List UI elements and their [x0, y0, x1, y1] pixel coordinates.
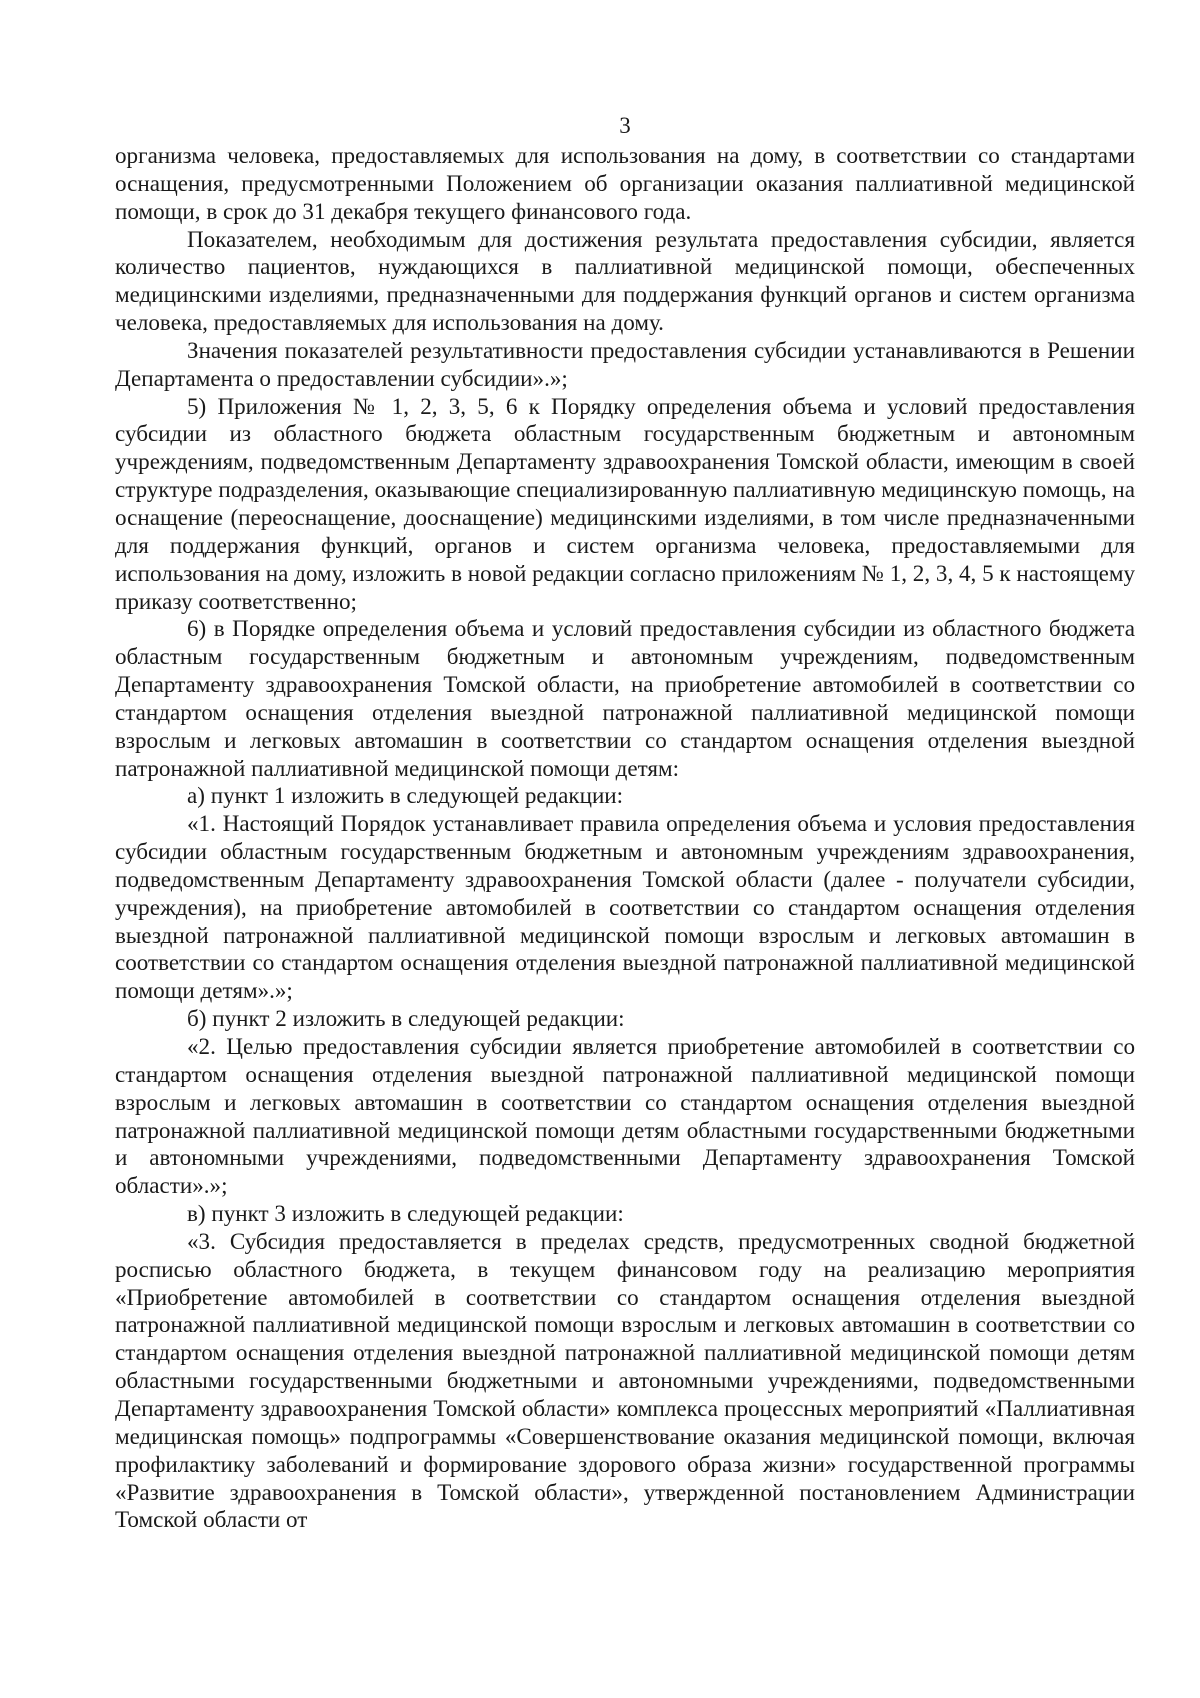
document-body [115, 142, 1135, 1534]
paragraph-clause-1: «1. Настоящий Порядок устанавливает правила определения объема и условия предоставления субсидии областным государственным бюджетным и автономным учреждениям здравоохранения, подведомственным Департаменту здравоохранения Томской области (далее - получатели субсидии, учреждения), на приобретение автомобилей в соответствии со стандартом оснащения отделения выездной патронажной паллиативной медицинской помощи взрослым и легковых автомашин в соответствии со стандартом оснащения отделения выездной патронажной паллиативной медицинской помощи детям».»; [115, 810, 1135, 1004]
paragraph-subitem-b: б) пункт 2 изложить в следующей редакции: [187, 1005, 625, 1032]
page-number: 3 [619, 113, 631, 138]
paragraph-subitem-v: в) пункт 3 изложить в следующей редакции: [187, 1200, 624, 1227]
paragraph-clause-2: «2. Целью предоставления субсидии является приобретение автомобилей в соответствии со стандартом оснащения отделения выездной патронажной паллиативной медицинской помощи взрослым и легковых автомашин в соответствии со стандартом оснащения отделения выездной патронажной паллиативной медицинской помощи детям областными государственными бюджетными и автономными учреждениями, подведомственными Департаменту здравоохранения Томской области».»; [115, 1033, 1135, 1199]
paragraph-item-6: 6) в Порядке определения объема и условий предоставления субсидии из областного бюджета областным государственным бюджетным и автономным учреждениям, подведомственным Департаменту здравоохранения Томской области, на приобретение автомобилей в соответствии со стандартом оснащения отделения выездной патронажной паллиативной медицинской помощи взрослым и легковых автомашин в соответствии со стандартом оснащения отделения выездной патронажной паллиативной медицинской помощи детям: [115, 615, 1135, 781]
paragraph-item-5: 5) Приложения № 1, 2, 3, 5, 6 к Порядку определения объема и условий предоставления субсидии из областного бюджета областным государственным бюджетным и автономным учреждениям, подведомственным Департаменту здравоохранения Томской области, имеющим в своей структуре подразделения, оказывающие специализированную паллиативную медицинскую помощь, на оснащение (переоснащение, дооснащение) медицинскими изделиями, в том числе предназначенными для поддержания функций, органов и систем организма человека, предоставляемыми для использования на дому, изложить в новой редакции согласно приложениям № 1, 2, 3, 4, 5 к настоящему приказу соответственно; [115, 392, 1135, 614]
paragraph-clause-3: «3. Субсидия предоставляется в пределах средств, предусмотренных сводной бюджетной росписью областного бюджета, в текущем финансовом году на реализацию мероприятия «Приобретение автомобилей в соответствии со стандартом оснащения отделения выездной патронажной паллиативной медицинской помощи взрослым и легковых автомашин в соответствии со стандартом оснащения отделения выездной патронажной паллиативной медицинской помощи детям областными государственными бюджетными и автономными учреждениями, подведомственными Департаменту здравоохранения Томской области» комплекса процессных мероприятий «Паллиативная медицинская помощь» подпрограммы «Совершенствование оказания медицинской помощи, включая профилактику заболеваний и формирование здорового образа жизни» государственной программы «Развитие здравоохранения в Томской области», утвержденной постановлением Администрации Томской области от [115, 1227, 1135, 1533]
paragraph-subitem-a: а) пункт 1 изложить в следующей редакции: [187, 782, 624, 809]
paragraph-indicator-values: Значения показателей результативности предоставления субсидии устанавливаются в Решении Департамента о предоставлении субсидии».»; [115, 336, 1135, 391]
paragraph-indicator: Показателем, необходимым для достижения результата предоставления субсидии, является количество пациентов, нуждающихся в паллиативной медицинской помощи, обеспеченных медицинскими изделиями, предназначенными для поддержания функций органов и систем организма человека, предоставляемых для использования на дому. [115, 225, 1135, 336]
document-page [115, 112, 1135, 1672]
paragraph-continuation: организма человека, предоставляемых для использования на дому, в соответствии со стандартами оснащения, предусмотренными Положением об организации оказания паллиативной медицинской помощи, в срок до 31 декабря текущего финансового года. [115, 142, 1135, 224]
